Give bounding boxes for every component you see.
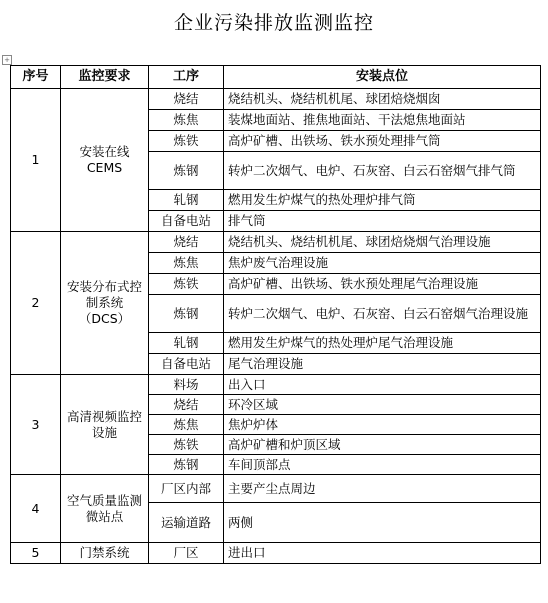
table-row: [11, 375, 541, 395]
header-requirement: 监控要求: [61, 66, 149, 89]
table-anchor-icon[interactable]: +: [2, 55, 12, 65]
location-cell: 两侧: [224, 503, 541, 543]
process-cell: 自备电站: [149, 354, 224, 375]
location-cell: 高炉矿槽、出铁场、铁水预处理排气筒: [224, 131, 541, 152]
location-cell: 出入口: [224, 375, 541, 395]
location-cell: 主要产尘点周边: [224, 475, 541, 503]
location-cell: 高炉矿槽和炉顶区域: [224, 435, 541, 455]
process-cell: 轧钢: [149, 190, 224, 211]
header-location: 安装点位: [224, 66, 541, 89]
header-num: 序号: [11, 66, 61, 89]
process-cell: 炼铁: [149, 274, 224, 295]
process-cell: 烧结: [149, 232, 224, 253]
table-row: [11, 543, 541, 564]
location-cell: 进出口: [224, 543, 541, 564]
location-cell: 烧结机头、烧结机机尾、球团焙烧烟气治理设施: [224, 232, 541, 253]
process-cell: 炼钢: [149, 455, 224, 475]
header-process: 工序: [149, 66, 224, 89]
process-cell: 炼焦: [149, 110, 224, 131]
monitoring-table: [10, 65, 541, 564]
process-cell: 运输道路: [149, 503, 224, 543]
location-cell: 装煤地面站、推焦地面站、干法熄焦地面站: [224, 110, 541, 131]
monitoring-requirement: 高清视频监控设施: [61, 375, 149, 475]
process-cell: 炼铁: [149, 131, 224, 152]
location-cell: 环冷区域: [224, 395, 541, 415]
process-cell: 厂区: [149, 543, 224, 564]
row-number: 3: [11, 375, 61, 475]
location-cell: 尾气治理设施: [224, 354, 541, 375]
page-title: 企业污染排放监测监控: [173, 12, 374, 34]
monitoring-requirement: 安装分布式控制系统（DCS）: [61, 232, 149, 375]
process-cell: 炼钢: [149, 152, 224, 190]
monitoring-requirement: 安装在线CEMS: [61, 89, 149, 232]
monitoring-requirement: 空气质量监测微站点: [61, 475, 149, 543]
row-number: 1: [11, 89, 61, 232]
row-number: 4: [11, 475, 61, 543]
process-cell: 炼钢: [149, 295, 224, 333]
location-cell: 焦炉炉体: [224, 415, 541, 435]
location-cell: 燃用发生炉煤气的热处理炉尾气治理设施: [224, 333, 541, 354]
process-cell: 料场: [149, 375, 224, 395]
process-cell: 自备电站: [149, 211, 224, 232]
table-body: [11, 89, 541, 564]
table-header-row: [11, 66, 541, 89]
location-cell: 车间顶部点: [224, 455, 541, 475]
row-number: 2: [11, 232, 61, 375]
process-cell: 烧结: [149, 89, 224, 110]
process-cell: 炼焦: [149, 253, 224, 274]
location-cell: 高炉矿槽、出铁场、铁水预处理尾气治理设施: [224, 274, 541, 295]
location-cell: 排气筒: [224, 211, 541, 232]
process-cell: 炼焦: [149, 415, 224, 435]
process-cell: 轧钢: [149, 333, 224, 354]
process-cell: 炼铁: [149, 435, 224, 455]
monitoring-requirement: 门禁系统: [61, 543, 149, 564]
location-cell: 烧结机头、烧结机机尾、球团焙烧烟囱: [224, 89, 541, 110]
row-number: 5: [11, 543, 61, 564]
location-cell: 转炉二次烟气、电炉、石灰窑、白云石窑烟气排气筒: [224, 152, 541, 190]
process-cell: 烧结: [149, 395, 224, 415]
location-cell: 焦炉废气治理设施: [224, 253, 541, 274]
table-row: [11, 475, 541, 503]
table-row: [11, 232, 541, 253]
process-cell: 厂区内部: [149, 475, 224, 503]
location-cell: 转炉二次烟气、电炉、石灰窑、白云石窑烟气治理设施: [224, 295, 541, 333]
table-row: [11, 89, 541, 110]
location-cell: 燃用发生炉煤气的热处理炉排气筒: [224, 190, 541, 211]
